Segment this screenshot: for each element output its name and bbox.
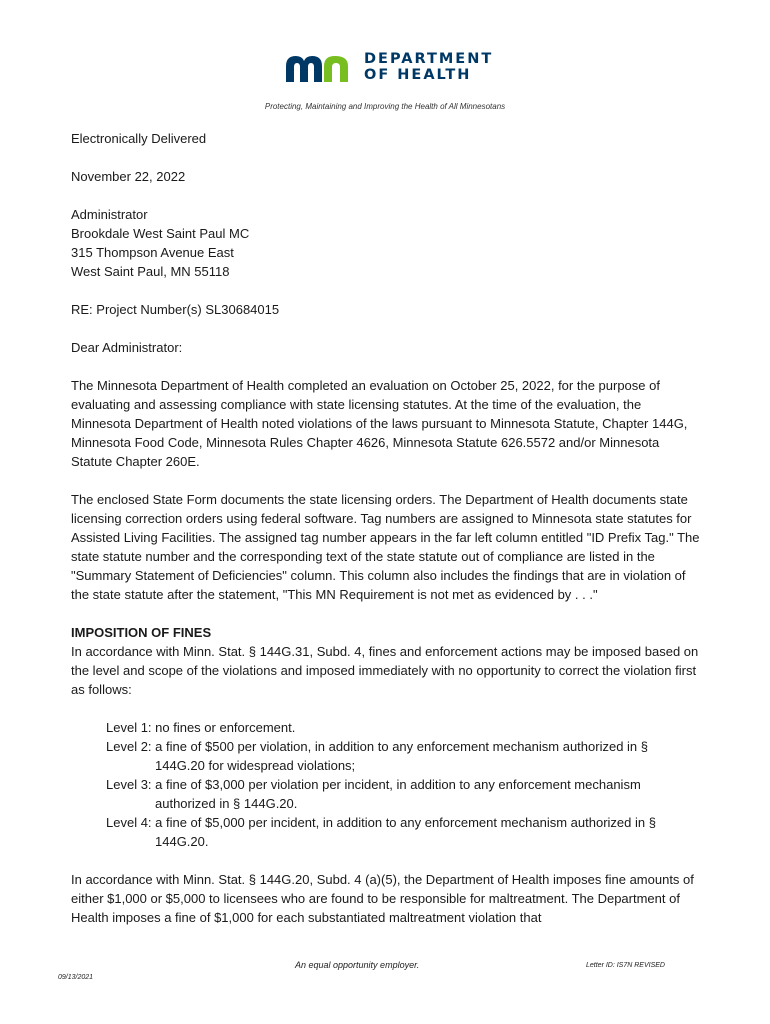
salutation: Dear Administrator: [71, 340, 183, 355]
paragraph-maltreatment-fines: In accordance with Minn. Stat. § 144G.20, Subd. 4 (a)(5), the Department of Health imposes fine amounts of either $1,000 or $5,000 to licensees who are found to be responsible for maltreatment. The Department of Health imposes a fine of $1,000 for each substantiated maltreatment violation that [71, 872, 694, 925]
logo-line-department: DEPARTMENT [364, 51, 494, 67]
fine-level-item: Level 1: no fines or enforcement. [106, 720, 296, 735]
heading-imposition-of-fines: IMPOSITION OF FINES [71, 625, 212, 640]
delivery-method: Electronically Delivered [71, 131, 207, 146]
mn-logo-mark-icon [284, 53, 354, 83]
logo-line-of-health: OF HEALTH [364, 66, 472, 83]
address-line: West Saint Paul, MN 55118 [71, 264, 230, 279]
paragraph-fines-intro: In accordance with Minn. Stat. § 144G.31, Subd. 4, fines and enforcement actions may be imposed based on the level and scope of the violations and imposed immediately with no opportunity to correct the violation first as follows: [71, 644, 699, 697]
footer-equal-opportunity: An equal opportunity employer. [295, 960, 420, 970]
fine-level-item: Level 3: a fine of $3,000 per violation per incident, in addition to any enforcement mechanism authorized in § 144G.20. [106, 777, 641, 811]
address-line: Administrator [71, 207, 148, 222]
footer-letter-id: Letter ID: IS7N REVISED [586, 962, 665, 969]
footer-form-date: 09/13/2021 [58, 974, 94, 981]
logo-wordmark [364, 52, 493, 83]
recipient-address [71, 205, 701, 281]
letter-date: November 22, 2022 [71, 169, 186, 184]
address-line: Brookdale West Saint Paul MC [71, 226, 250, 241]
tagline: Protecting, Maintaining and Improving the Health of All Minnesotans [264, 102, 506, 111]
mdh-logo [284, 52, 493, 83]
fine-level-item: Level 2: a fine of $500 per violation, in addition to any enforcement mechanism authorized in § 144G.20 for widespread violations; [106, 739, 649, 773]
paragraph-evaluation: The Minnesota Department of Health completed an evaluation on October 25, 2022, for the purpose of evaluating and assessing compliance with state licensing statutes. At the time of the evaluation, the Minnesota Department of Health noted violations of the laws pursuant to Minnesota Statute, Chapter 144G, Minnesota Food Code, Minnesota Rules Chapter 4626, Minnesota Statute 626.5572 and/or Minnesota Statute Chapter 260E. [71, 378, 688, 469]
address-line: 315 Thompson Avenue East [71, 245, 234, 260]
paragraph-state-form: The enclosed State Form documents the state licensing orders. The Department of Health documents state licensing correction orders using federal software. Tag numbers are assigned to Minnesota state statutes for Assisted Living Facilities. The assigned tag number appears in the far left column entitled "ID Prefix Tag." The state statute number and the corresponding text of the state statute out of compliance are listed in the "Summary Statement of Deficiencies" column. This column also includes the findings that are in violation of the state statute after the statement, "This MN Requirement is not met as evidenced by . . ." [71, 492, 700, 602]
letter-body [71, 129, 701, 946]
fine-level-item: Level 4: a fine of $5,000 per incident, in addition to any enforcement mechanism authorized in § 144G.20. [106, 815, 656, 849]
fine-levels-list [106, 718, 701, 851]
re-line: RE: Project Number(s) SL30684015 [71, 302, 280, 317]
